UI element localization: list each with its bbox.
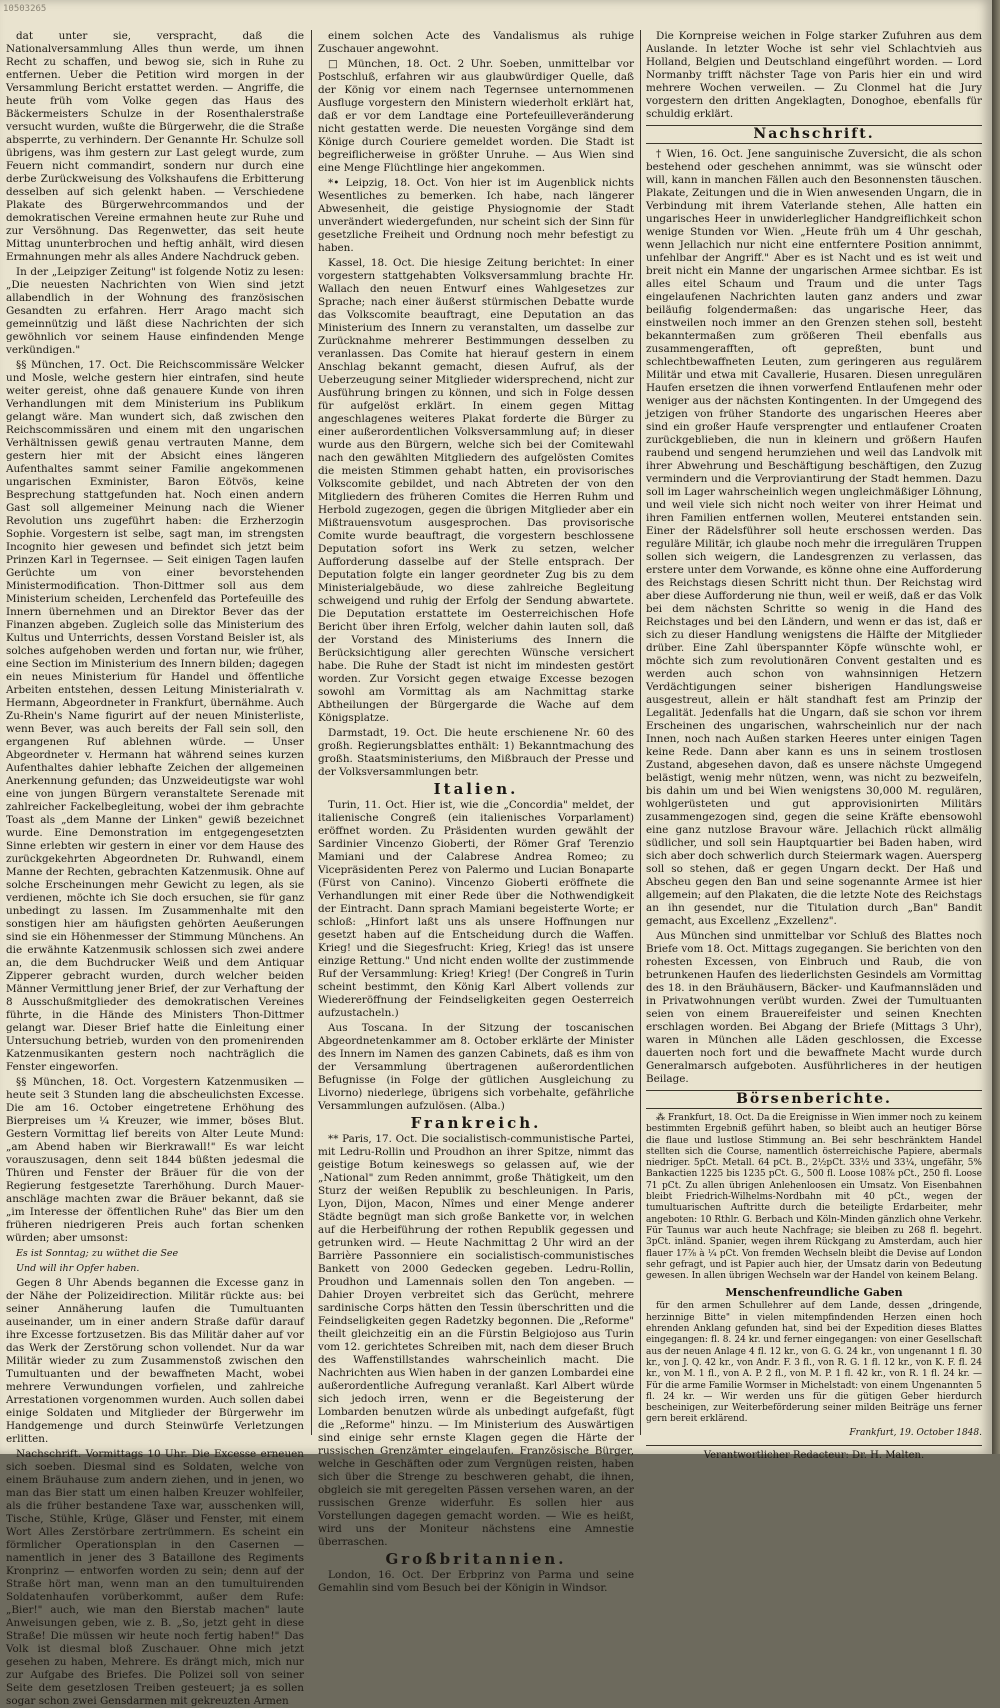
article-paragraph: Nachschrift. Vormittags 10 Uhr. Die Excesse erneuen sich soeben. Diesmal sind es Soldaten, welche von einem Bräuhause zum andern ziehen, und in jenen, wo man das Bier statt um einen halben Kreuzer wohlfeiler, als die früher bestandene Taxe war, ausschenken will, Tische, Stühle, Krüge, Gläser und Fenster, mit einem Wort Alles Zerstörbare zertrümmern. Es scheint ein förmlicher Operationsplan in den Casernen — namentlich in jener des 3 Bataillone des Regiments Kronprinz — entworfen worden zu sein; denn auf der Straße hört man, wenn man an den tumultuirenden Soldatenhaufen vorüberkommt, außer dem Rufe: „Bier!" auch, wie man den Bierstab machen" laute Anweisungen geben, wie z. B. „So, jetzt geht in diese Straße! Die müssen wir heute noch fertig haben!" Das Volk ist diesmal bloß Zuschauer. Ohne mich jetzt gesehen zu haben, Mehrere. Es drängt mich, mich nur zur Aufgabe des Briefes. Die Polizei soll von seiner Seite dem gesetzlosen Treiben gesteuert; ja es sollen sogar schon zwei Gensdarmen mit gekreuzten Armen [6, 1448, 304, 1707]
column-middle [318, 30, 634, 1594]
column-rule-right [640, 30, 641, 1435]
section-heading-italien: Italien. [433, 780, 519, 798]
article-paragraph: In der „Leipziger Zeitung" ist folgende Notiz zu lesen: „Die neuesten Nachrichten von Wien sind jetzt allabendlich in der Wohnung des französischen Gesandten zu erfahren. Herr Arago macht sich gemeinnützig und läßt diese Nachrichten der sich gewöhnlich vor seinem Hause einfindenden Menge verkündigen." [6, 266, 304, 356]
article-paragraph: Die Kornpreise weichen in Folge starker Zufuhren aus dem Auslande. In letzter Woche ist sehr viel Schlachtvieh aus Holland, Belgien und Deutschland eingeführt worden. — Lord Normanby trifft nächster Tage von Paris hier ein und wird mehrere Wochen verweilen. — Zu Clonmel hat die Jury vorgestern den dritten Angeklagten, Donoghoe, ebenfalls für schuldig erklärt. [646, 30, 982, 120]
archive-stamp: 10503265 [3, 4, 47, 14]
article-paragraph: einem solchen Acte des Vandalismus als ruhige Zuschauer angewohnt. [318, 30, 634, 55]
quoted-verse: Es ist Sonntag; zu wüthet die See [16, 1248, 179, 1259]
market-report-paragraph: ⁂ Frankfurt, 18. Oct. Da die Ereignisse in Wien immer noch zu keinem bestimmten Ergebniß geführt haben, so bleibt auch an heutiger Börse die flaue und lustlose Stimmung an. Bei sehr beschränktem Handel stellten sich die Course, namentlich österreichische Papiere, abermals niedriger. 5pCt. Metall. 64 pCt. B., 2½pCt. 33½ und 33¼, ungefähr, 5% Bankactien 1225 bis 1235 pCt. G., 500 fl. Loose 108⅞ pCt., 250 fl. Loose 71 pCt. Zu allen übrigen Anlehenloosen ein Umsatz. Von Eisenbahnen bleibt Friedrich-Wilhelms-Nordbahn mit 40 pCt., wegen der tumultuarischen Auftritte durch die beteiligte Erdarbeiter, mehr angeboten: 10 Rthlr. G. Berbach und Köln-Minden gänzlich ohne Verkehr. Für Taunus war auch heute Nachfrage; sie bleiben zu 268 fl. begehrt. 3pCt. inländ. Spanier, wegen ihrem Rückgang zu Amsterdam, auch hier flauer 17⅞ à ¼ pCt. Von fremden Wechseln bleibt die Devise auf London sehr gefragt, und ist Papier auch hier, der Umsatz darin von Bedeutung gewesen. In allen übrigen Wechseln war der Handel von keinem Belang. [646, 1113, 982, 1282]
article-paragraph: Kassel, 18. Oct. Die hiesige Zeitung berichtet: In einer vorgestern stattgehabten Volksversammlung brachte Hr. Wallach den neuen Entwurf eines Wahlgesetzes zur Sprache; nach einer äußerst stürmischen Debatte wurde das Volkscomite beauftragt, eine Deputation an das Ministerium des Innern zu veranstalten, um dasselbe zur Zurücknahme mehrerer Bestimmungen desselben zu veranlassen. Das Comite hat hierauf gestern in einem Anschlag bekannt gemacht, diesen Aufruf, als der Ueberzeugung seiner Mitglieder widersprechend, nicht zur Ausführung bringen zu können, und sich in Folge dessen für aufgelöst erklärt. In einem gegen Mittag angeschlagenes weiteres Plakat forderte die Bürger zu einer außerordentlichen Volksversammlung auf; in dieser wurde aus den Bürgern, welche sich bei der Comitewahl nach den gewählten Mitgliedern des aufgelösten Comites die meisten Stimmen gehabt hatten, ein provisorisches Volkscomite gebildet, und nach Abtreten der von den Mitgliedern des früheren Comites die Herren Ruhm und Herbold zugezogen, gegen die übrigen Mitglieder aber ein Mißtrauensvotum ausgesprochen. Das provisorische Comite wurde beauftragt, die vorgestern beschlossene Deputation sofort ins Werk zu setzen, welcher Aufforderung dasselbe auf der Stelle entsprach. Der Deputation folgte ein langer geordneter Zug bis zu dem Ministerialgebäude, wo diese zahlreiche Begleitung schweigend und ruhig der Erfolg der Sendung abwartete. Die Deputation erstattete im Oesterreichischen Hofe Bericht über ihren Erfolg, welcher dahin lauten soll, daß der Vorstand des Ministeriums des Innern die Berücksichtigung aller gerechten Wünsche versichert habe. Die Ruhe der Stadt ist nicht im mindesten gestört worden. Zur Vorsicht gegen etwaige Excesse bezogen sowohl am Vormittag als am Nachmittag starke Abtheilungen der Bürgergarde die Wache auf dem Königsplatze. [318, 257, 634, 724]
page-edge [992, 0, 1000, 1454]
article-paragraph: Aus München sind unmittelbar vor Schluß des Blattes noch Briefe vom 18. Oct. Mittags zugegangen. Sie berichten von den rohesten Excessen, von Einbruch und Raub, die von betrunkenen Haufen des liederlichsten Gesindels am Vormittag des 18. in den Bräuhäusern, Bäcker- und Kaufmannsläden und in Privatwohnungen verübt wurden. Zwei der Tumultuanten seien von einem Brauereifeister und seinen Knechten erschlagen worden. Bei Abgang der Briefe (Mittags 3 Uhr), waren in München alle Läden geschlossen, die Excesse dauerten noch fort und die bewaffnete Macht wurde durch Generalmarsch aufgeboten. Ausführlicheres in der heutigen Beilage. [646, 930, 982, 1085]
article-paragraph: † Wien, 16. Oct. Jene sanguinische Zuversicht, die als schon bestehend oder geschehen annimmt, was sie wünscht oder will, kann in manchen Fällen auch den Besonnensten täuschen. Plakate, Zeitungen und die in Wien anwesenden Ungarn, die in Verbindung mit ihrem Vaterlande stehen, Alle hatten ein ungarisches Heer in unwiderleglicher Handgreiflichkeit schon wenige Stunden vor Wien. „Heute früh um 4 Uhr geschah, wenn Jellachich nur nicht eine entferntere Position annimmt, unfehlbar der Angriff." Aber es ist Nacht und es ist weit und breit nicht ein Manne der ungarischen Armee sichtbar. Es ist alles eitel Schaum und Traum und die unter Tags eingelaufenen Nachrichten lauten ganz anders und zwar beiläufig folgendermaßen: das ungarische Heer, das einstweilen noch immer an den Grenzen stehen soll, besteht bekanntermaßen zum größeren Theil ebenfalls aus zusammengerafften, oft gepreßten, bunt und schlechtbewaffneten Leuten, zum geringeren aus regulärem Militär und etwa mit Cavallerie, Husaren. Diesen unregulären Haufen ersetzen die ihnen vorwerfend Entlaufenen mehr oder weniger aus der nächsten Kontingenten. In der Umgegend des jetzigen von früher Standorte des ungarischen Heeres aber sind ein großer Haufe versprengter und entlaufener Croaten zurückgeblieben, die nun in kleinern und größern Haufen raubend und sengend herumziehen und weil das Landvolk mit ihrer Abwehrung und Beschäftigung beschäftigen, den Zuzug vermindern und die Verproviantirung der Stadt hemmen. Dazu soll im Lager wahrscheinlich wegen ungleichmäßiger Löhnung, und weil viele sich nicht noch weiter von ihrer Heimat und ihren Familien entfernen wollen, Meuterei entstanden sein. Einer der Rädelsführer soll heute erschossen werden. Das reguläre Militär, ich glaube noch mehr die irregulären Truppen sollen sich weigern, die Landesgrenzen zu verlassen, das erstere unter dem Vorwande, es könne ohne eine Aufforderung des Reichstags diesen Schritt nicht thun. Der Reichstag wird aber diese Aufforderung nie thun, weil er weiß, daß er das Volk bei dem nächsten Schritte so wenig in die Hand des Reichstages und bei den Ländern, und wenn er das ist, daß er sich zu dieser Handlung wenigstens die Hälfte der Mitglieder drüber. Eine Zahl überspannter Köpfe wünschte wohl, er möchte sich zum revolutionären Convent gestalten und es werden auch schon von wahnsinnigen Hetzern Verdächtigungen seiner bisherigen Handlungsweise ausgestreut, allein er hält standhaft fest am Prinzip der Legalität. Jedenfalls hat die Ungarn, daß sie schon vor ihrem Erscheinen des ungarischen, wahrscheinlich nur der nach Innen, noch nach Außen starken Heeres unter einigen Tagen keine Rede. Dann aber kann es uns in seinem trostlosen Zustand, abgesehen davon, daß es unsere nächste Umgegend belästigt, wenig mehr nützen, wenn, was nicht zu bezweifeln, bis dahin um und bei Wien wenigstens 30,000 M. regulären, wohlgerüsteten und gut approvisionirten Militärs zusammengezogen sind, gegen die seine Kräfte ebensowohl eine ganz nutzlose Bravour wäre. Jellachich rückt allmälig südlicher, und soll sein Hauptquartier bei Baden haben, wird sich aber doch schwerlich durch Steiermark wagen. Auersperg soll so stehen, daß er gegen Ungarn deckt. Der Haß und Abscheu gegen den Ban und seine sogenannte Armee ist hier allgemein; auf den Plakaten, die die letzte Note des Reichstags an ihn gesendet, nur die Titulation durch „Ban" Bandit gemacht, aus Excellenz „Exzellenz". [646, 148, 982, 927]
article-paragraph: §§ München, 17. Oct. Die Reichscommissäre Welcker und Mosle, welche gestern hier eintrafen, sind heute weiter gereist, ohne daß genauere Kunde von ihren Verhandlungen mit dem Ministerium ins Publikum gelangt wäre. Man wundert sich, daß zwischen den Reichscommissären und einem mit den ungarischen Verhältnissen gewiß genau vertrauten Manne, dem gestern hier mit der Absicht eines längeren Aufenthaltes sammt seiner Familie angekommenen ungarischen Exminister, Baron Eötvös, keine Besprechung stattgefunden hat. Noch einen andern Gast soll allgemeiner Meinung nach die Wiener Revolution uns zugeführt haben: die Erzherzogin Sophie. Vorgestern ist selbe, sagt man, im strengsten Incognito hier gewesen und befindet sich jetzt beim Prinzen Karl in Tegernsee. — Seit einigen Tagen laufen Gerüchte um von einer bevorstehenden Ministermodification. Thon-Dittmer soll aus dem Ministerium scheiden, Lerchenfeld das Portefeuille des Innern übernehmen und an Direktor Bever das der Finanzen abgeben. Zugleich solle das Ministerium des Kultus und Unterrichts, dessen Vorstand Beisler ist, als solches aufgehoben werden und fortan nur, wie früher, eine Section im Ministerium des Innern bilden; dagegen ein neues Ministerium für Handel und öffentliche Arbeiten entstehen, dessen Leitung Ministerialrath v. Hermann, Abgeordneter in Frankfurt, übernähme. Auch Zu-Rhein's Name figurirt auf der neuen Ministerliste, wenn Bever, was auch bereits der Fall sein soll, den ergangenen Ruf ablehnen würde. — Unser Abgeordneter v. Hermann hat während seines kurzen Aufenthaltes dahier lebhafte Zeichen der allgemeinen Anerkennung gefunden; das Unzweideutigste war wohl eine von jungen Bürgern veranstaltete Serenade mit zahlreicher Fackelbegleitung, wobei der ihm gebrachte Toast als „dem Manne der Linken" gewiß bezeichnet wurde. Eine Demonstration im entgegengesetzten Sinne erlebten wir gestern in einer vor dem Hause des zurückgekehrten Abgeordneten Dr. Ruhwandl, einem Manne der Rechten, gebrachten Katzenmusik. Ohne auf solche Erscheinungen mehr Gewicht zu legen, als sie verdienen, möchte ich Sie doch ersuchen, sie für ganz unbedingt zu lassen. Im Zusammenhalte mit den sonstigen hier am häufigsten gehörten Aeußerungen sind sie ein Höhenmesser der Stimmung Münchens. An die erwähnte Katzenmusik schlossen sich zwei andere an, die dem Buchdrucker Weiß und dem Antiquar Zipperer gebracht wurden, durch welcher beiden Männer Vermittlung jener Brief, der zur Verhaftung der 8 Ausschußmitglieder des demokratischen Vereines führte, in die Hände des Ministers Thon-Dittmer gelangt war. Dieser Brief hatte die Einleitung einer Untersuchung betrieb, wurden von den promenirenden Katzenmusikanten gestern noch nachträglich die Fenster eingeworfen. [6, 359, 304, 1073]
article-paragraph: dat unter sie, verspracht, daß die Nationalversammlung Alles thun werde, um ihnen Recht zu schaffen, und bewog sie, sich in Ruhe zu entfernen. Ueber die Petition wird morgen in der Versammlung Bericht erstattet werden. — Angriffe, die heute früh vom Volke gegen das Haus des Bäckermeisters Schulze in der Rosenthalerstraße versucht wurden, wußte die Bürgerwehr, die die Straße absperrte, zu verhindern. Der Genannte Hr. Schulze soll übrigens, was ihm gestern zur Last gelegt wurde, zum Feuern nicht commandirt, sondern nur durch eine derbe Zurückweisung des Volkshaufens die Erbitterung desselben auf sich gelenkt haben. — Verschiedene Plakate des Bürgerwehrcommandos und der demokratischen Vereine ermahnen heute zur Ruhe und zur Versöhnung. Das Regenwetter, das seit heute Mittag ununterbrochen und heftig anhält, wird diesen Ermahnungen mehr als alles Andere Nachdruck geben. [6, 30, 304, 263]
section-heading-frankreich: Frankreich. [410, 1114, 542, 1132]
quoted-verse: Und will ihr Opfer haben. [16, 1263, 140, 1274]
section-heading-nachschrift: Nachschrift. [646, 125, 982, 144]
article-paragraph: ** Paris, 17. Oct. Die socialistisch-communistische Partei, mit Ledru-Rollin und Proudhon an ihrer Spitze, nimmt das geistige Botum keineswegs so gelassen auf, wie der „National" zum Reden annimmt, große Thätigkeit, um den Sturz der weißen Republik zu beschleunigen. In Paris, Lyon, Dijon, Macon, Nîmes und einer Menge anderer Städte begnügt man sich große Bankette vor, in welchen auf die Herbeiführung der rothen Republik gegessen und getrunken wird. — Heute Nachmittag 2 Uhr wird an der Barrière Passonniere ein socialistisch-communistisches Bankett von 2000 Gedecken gegeben. Ledru-Rollin, Proudhon und Lamennais sollen den Ton angeben. — Dahier Droyen verbreitet sich das Gerücht, mehrere sardinische Corps hätten den Tessin überschritten und die Feindseligkeiten gegen Radetzky begonnen. Die „Reforme" theilt gleichzeitig ein an die Fürstin Belgiojoso aus Turin vom 12. gerichtetes Schreiben mit, nach dem dieser Bruch des Waffenstillstandes wahrscheinlich macht. Die Nachrichten aus Wien haben in der ganzen Lombardei eine außerordentliche Aufregung veranlaßt. Karl Albert würde sich jedoch irren, wenn er die Begeisterung der Lombarden benutzen würde als unbedingt aufgefaßt, fügt die „Reforme" hinzu. — Im Ministerium des Auswärtigen sind einige sehr ernste Klagen gegen die Härte der russischen Grenzämter eingelaufen. Französische Bürger, welche in Geschäften oder zum Vergnügen reisten, haben sich über die Strenge zu beschweren gehabt, die ihnen, obgleich sie mit geregelten Pässen versehen waren, an der russischen Grenze widerfuhr. Es sollen hier aus Vorstellungen dagegen gemacht worden. — Wie es heißt, wird uns der Moniteur nächstens eine Amnestie überraschen. [318, 1133, 634, 1548]
article-paragraph: Turin, 11. Oct. Hier ist, wie die „Concordia" meldet, der italienische Congreß (ein italienisches Vorparlament) eröffnet worden. Zu Präsidenten wurden gewählt der Sardinier Vincenzo Gioberti, der Römer Graf Terenzio Mamiani und der Calabrese Andrea Romeo; zu Vicepräsidenten Perez von Palermo und Lucian Bonaparte (Fürst von Canino). Vincenzo Gioberti eröffnete die Verhandlungen mit einer Rede über die Nothwendigkeit der Eintracht. Dann sprach Mamiani begeisterte Worte; er schloß: „Hinfort laßt uns als unsere Hoffnungen nur gesetzt haben auf die Entscheidung durch die Waffen. Krieg! und die Siegesfrucht: Krieg, Krieg! das ist unsere einzige Rettung." Und nicht enden wollte der zustimmende Ruf der Versammlung: Krieg! Krieg! (Der Congreß in Turin scheint bestimmt, den König Karl Albert vollends zur Wiedereröffnung der Feindseligkeiten gegen Oesterreich aufzustacheln.) [318, 799, 634, 1019]
column-rule-left [311, 30, 312, 1435]
article-paragraph: §§ München, 18. Oct. Vorgestern Katzenmusiken — heute seit 3 Stunden lang die abscheulichsten Excesse. Die am 16. October eingetretene Erhöhung des Bierpreises um ¼ Kreuzer, wie immer, böses Blut. Gestern Vormittag lief bereits von Alter Leute Mund: „am Abend haben wir Bierkrawall!" Es war leicht vorauszusagen, denn seit 1844 büßten jedesmal die Thüren und Fenster der Bräuer für die von der Regierung festgesetzte Tarerhöhung. Durch Mauer-anschläge machten zwar die Bräuer bekannt, daß sie „im Interesse der öffentlichen Ruhe" das Bier um den früheren niedrigeren Preis auch fortan schenken würden; aber umsonst: [6, 1076, 304, 1244]
donations-paragraph: für den armen Schullehrer auf dem Lande, dessen „dringende, herzinnige Bitte" in vielen mitempfindenden Herzen einen hoch ehrenden Anklang gefunden hat, sind bei der Expedition dieses Blattes eingegangen: fl. 8. 24 kr. und ferner eingegangen: von einer Gesellschaft aus der neuen Anlage 4 fl. 12 kr., von G. G. 24 kr., von ungenannt 1 fl. 30 kr., von J. Q. 42 kr., von Andr. F. 3 fl., von R. G. 1 fl. 12 kr., von K. F. fl. 24 kr., von M. 1 fl., von A. P. 2 fl., von M. P. 1 fl. 42 kr., von R. 1 fl. 24 kr. — Für die arme Familie Wormser in Michelstadt: von einem Ungenannten 5 fl. 24 kr. — Wir werden uns für die gütigen Geber hierdurch bescheinigen, zur Weiterbeförderung seiner milden Beiträge uns ferner gern bereit erklärend. [646, 1301, 982, 1425]
article-paragraph: London, 16. Oct. Der Erbprinz von Parma und seine Gemahlin sind vom Besuch bei der Königin in Windsor. [318, 1569, 634, 1594]
editor-footer: Verantwortlicher Redacteur: Dr. H. Malten. [646, 1445, 982, 1462]
article-paragraph: □ München, 18. Oct. 2 Uhr. Soeben, unmittelbar vor Postschluß, erfahren wir aus glaubwürdiger Quelle, daß der König vor einem nach Tegernsee unternommenen Ausfluge vorgestern den Ministern wiederholt erklärt hat, daß er vor dem Landtage eine Portefeuilleveränderung nicht gestatten werde. Die neuesten Vorgänge sind dem Könige durch Couriere gemeldet worden. Die Stadt ist begreiflicherweise in größter Unruhe. — Aus Wien sind eine Menge Flüchtlinge hier angekommen. [318, 58, 634, 174]
section-heading-gaben: Menschenfreundliche Gaben [725, 1286, 903, 1300]
article-paragraph: Aus Toscana. In der Sitzung der toscanischen Abgeordnetenkammer am 8. October erklärte der Minister des Innern im Namen des ganzen Cabinets, daß es ihm von der Versammlung übertragenen außerordentlichen Befugnisse (in Folge der gütlichen Ausgleichung zu Livorno) niederlege, übrigens sich vorbehalte, gefährliche Versammlungen aufzulösen. (Alba.) [318, 1022, 634, 1112]
section-heading-boersenberichte: Börsenberichte. [646, 1090, 982, 1109]
article-paragraph: Darmstadt, 19. Oct. Die heute erschienene Nr. 60 des großh. Regierungsblattes enthält: 1) Bekanntmachung des großh. Staatsministeriums, den Mißbrauch der Presse und der Volksversammlungen betr. [318, 727, 634, 778]
section-heading-grossbritannien: Großbritannien. [385, 1550, 567, 1568]
column-right [646, 30, 982, 1462]
article-paragraph: *• Leipzig, 18. Oct. Von hier ist im Augenblick nichts Wesentliches zu bemerken. Ich habe, nach längerer Abwesenheit, die geistige Physiognomie der Stadt unverändert wiedergefunden, nur scheint sich der Sinn für gesetzliche Freiheit und Ordnung noch mehr befestigt zu haben. [318, 177, 634, 254]
column-left [6, 30, 304, 1707]
article-paragraph: Gegen 8 Uhr Abends begannen die Excesse ganz in der Nähe der Polizeidirection. Militär rückte aus: bei seiner Annäherung laufen die Tumultuanten auseinander, um in einer andern Straße dafür darauf ihre Excesse fortzusetzen. Bis das Militär daher auf vor das Werk der Zerstörung schon vollendet. Nur da war Militär wieder zu zum Zusammenstoß zwischen den Tumultuanten und der bewaffneten Macht, wobei mehrere Verwundungen vorfielen, und zahlreiche Arrestationen vorgenommen wurden. Auch sollen dabei einige Soldaten und Mitglieder der Bürgerwehr im Handgemenge und durch Steinwürfe Verletzungen erlitten. [6, 1277, 304, 1445]
dateline: Frankfurt, 19. October 1848. [849, 1427, 982, 1438]
